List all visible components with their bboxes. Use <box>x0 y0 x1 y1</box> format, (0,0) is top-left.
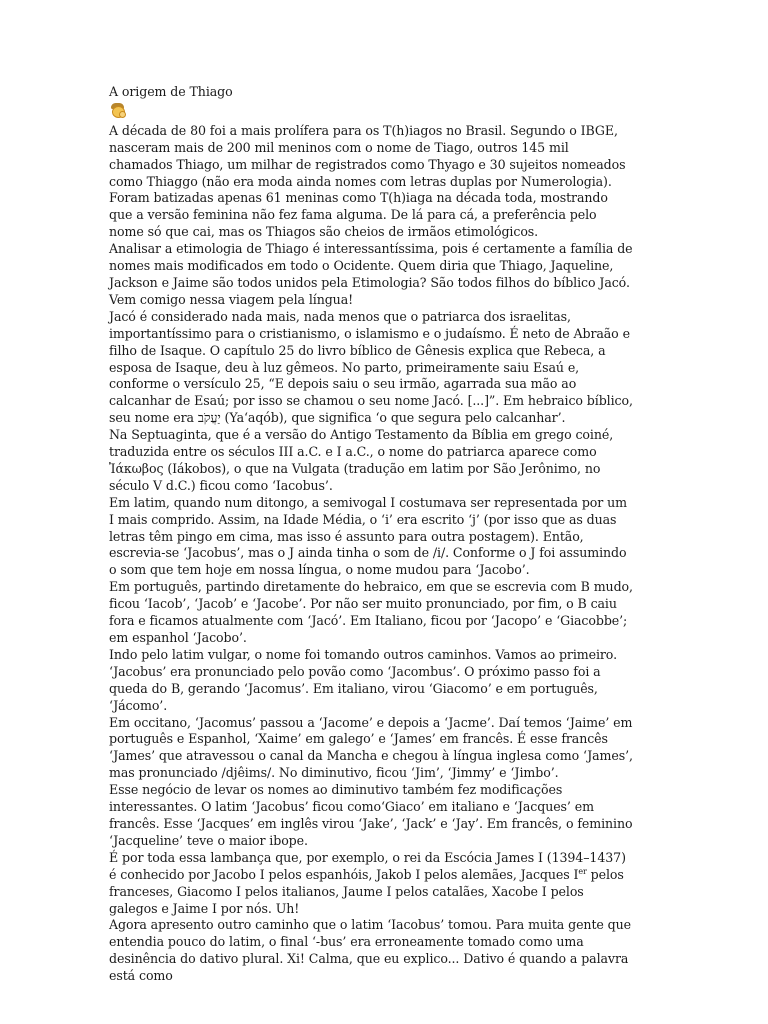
document-title: A origem de Thiago <box>109 84 233 99</box>
document-page <box>109 84 634 985</box>
ordinal-superscript: er <box>578 866 587 876</box>
paragraph-5: Em latim, quando num ditongo, a semivogal I costumava ser representada por um I mais comprido. Assim, na Idade Média, o ‘i’ era escrito ‘j’ (por isso que as duas letras têm pingo em cima, mas isso é assunto para outra postagem). Então, escrevia-se ‘Jacobus’, mas o J ainda tinha o som de /i/. Conforme o J foi assumindo o som que tem hoje em nossa língua, o nome mudou para ‘Jacobo’. <box>109 494 627 578</box>
paragraph-kings <box>109 850 634 918</box>
person-with-hand-icon <box>110 102 125 117</box>
paragraph-3: Jacó é considerado nada mais, nada menos que o patriarca dos israelitas, importantíssimo para o cristianismo, o islamismo e o judaísmo. É neto de Abraão e filho de Isaque. O capítulo 25 do livro bíblico de Gênesis explica que Rebeca, a esposa de Isaque, deu à luz gêmeos. No parto, primeiramente saiu Esaú e, conforme o versículo 25, “E depois saiu o seu irmão, agarrada sua mão ao calcanhar de Esaú; por isso se chamou o seu nome Jacó. [...]”. Em hebraico bíblico, seu nome era יַעֲקֹב (Ya‘aqób), que significa ‘o que segura pelo calcanhar’. <box>109 308 633 426</box>
paragraph-2: Analisar a etimologia de Thiago é interessantíssima, pois é certamente a família de nomes mais modificados em todo o Ocidente. Quem diria que Thiago, Jaqueline, Jackson e Jaime são todos unidos pela Etimologia? São todos filhos do bíblico Jacó. Vem comigo nessa viagem pela língua! <box>109 241 633 307</box>
paragraph-4: Na Septuaginta, que é a versão do Antigo Testamento da Bíblia em grego coiné, traduzida entre os séculos III a.C. e I a.C., o nome do patriarca aparece como Ἰάκωβος (Iákobos), o que na Vulgata (tradução em latim por São Jerônimo, no século V d.C.) ficou como ‘Iacobus’. <box>109 427 614 493</box>
kings-text-before: É por toda essa lambança que, por exemplo, o rei da Escócia James I (1394–1437) é conhecido por Jacobo I pelos espanhóis, Jakob I pelos alemães, Jacques I <box>109 849 626 882</box>
paragraph-1: A década de 80 foi a mais prolífera para os T(h)iagos no Brasil. Segundo o IBGE, nasceram mais de 200 mil meninos com o nome de Tiago, outros 145 mil chamados Thiago, um milhar de registrados como Thyago e 30 sujeitos nomeados como Thiaggo (não era moda ainda nomes com letras duplas por Numerologia). Foram batizadas apenas 61 meninas como T(h)iaga na década toda, mostrando que a versão feminina não fez fama alguma. De lá para cá, a preferência pelo nome só que cai, mas os Thiagos são cheios de irmãos etimológicos. <box>109 122 626 240</box>
kings-text-after: pelos franceses, Giacomo I pelos italianos, Jaume I pelos catalães, Xacobe I pelos galegos e Jaime I por nós. Uh! <box>109 866 624 916</box>
paragraph-9: Esse negócio de levar os nomes ao diminutivo também fez modificações interessantes. O latim ‘Jacobus’ ficou como‘Giaco’ em italiano e ‘Jacques’ em francês. Esse ‘Jacques’ em inglês virou ‘Jake’, ‘Jack’ e ‘Jay’. Em francês, o feminino ‘Jacqueline’ teve o maior ibope. <box>109 782 633 848</box>
paragraph-6: Em português, partindo diretamente do hebraico, em que se escrevia com B mudo, ficou ‘Iacob’, ‘Jacob’ e ‘Jacobe’. Por não ser muito pronunciado, por fim, o B caiu fora e ficamos atualmente com ‘Jacó’. Em Italiano, ficou por ‘Jacopo’ e ‘Giacobbe’; em espanhol ‘Jacobo’. <box>109 579 633 645</box>
paragraph-8: Em occitano, ‘Jacomus’ passou a ‘Jacome’ e depois a ‘Jacme’. Daí temos ‘Jaime’ em português e Espanhol, ‘Xaime’ em galego’ e ‘James’ em francês. É esse francês ‘James’ que atravessou o canal da Mancha e chegou à língua inglesa como ‘James’, mas pronunciado /djêims/. No diminutivo, ficou ‘Jim’, ‘Jimmy’ e ‘Jimbo’. <box>109 714 633 781</box>
paragraph-7: Indo pelo latim vulgar, o nome foi tomando outros caminhos. Vamos ao primeiro. ‘Jacobus’ era pronunciado pelo povão como ‘Jacombus’. O próximo passo foi a queda do B, gerando ‘Jacomus’. Em italiano, virou ‘Giacomo’ e em português, ‘Jácomo’. <box>109 646 617 713</box>
paragraph-last: Agora apresento outro caminho que o latim ‘Iacobus’ tomou. Para muita gente que entendia pouco do latim, o final ‘-bus’ era erroneamente tomado como uma desinência do dativo plural. Xi! Calma, que eu explico... Dativo é quando a palavra está como <box>109 917 631 984</box>
